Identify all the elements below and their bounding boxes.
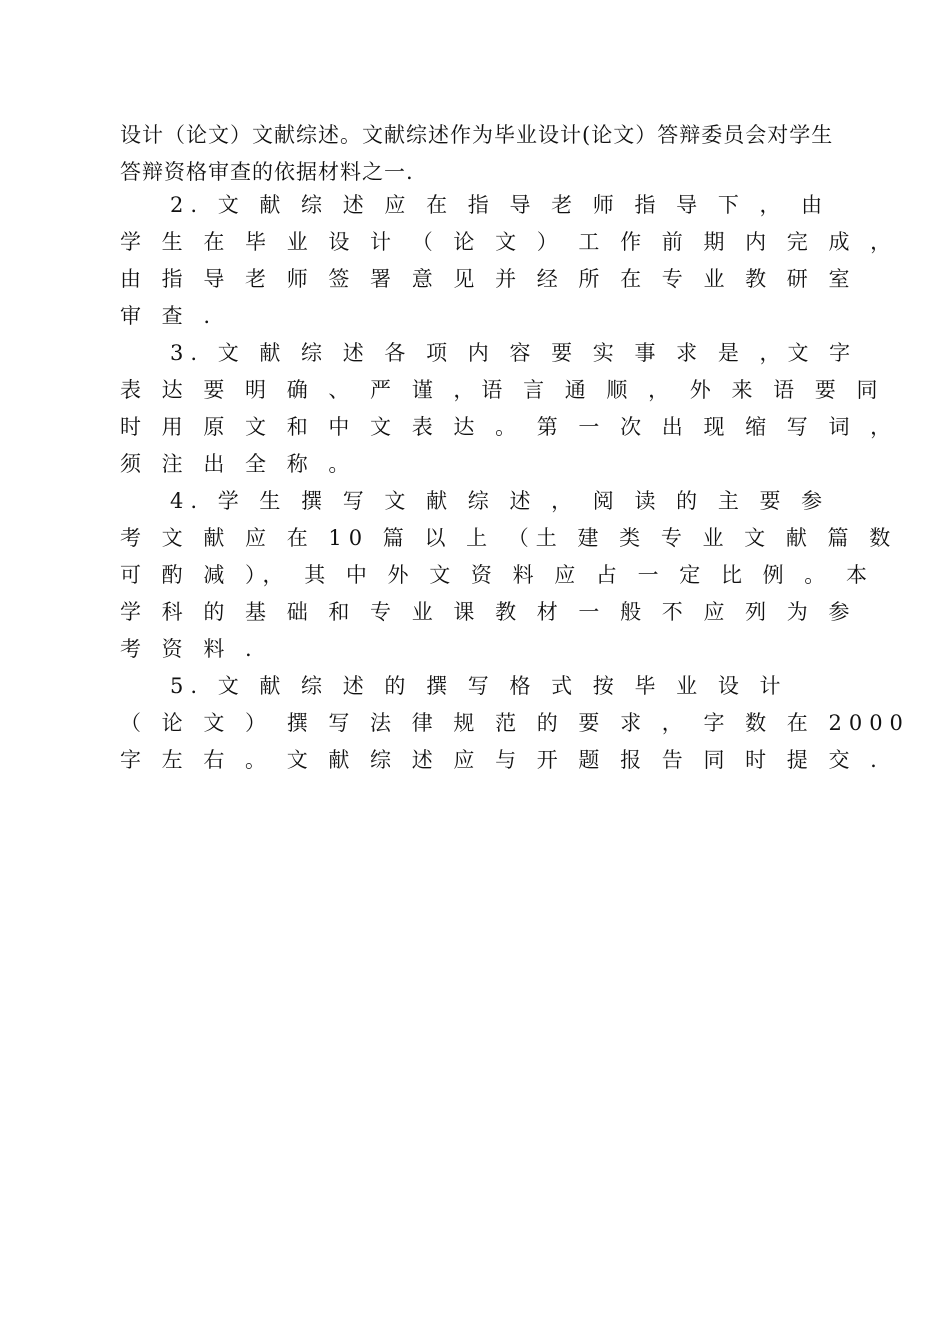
item-3-line-3: 时 用 原 文 和 中 文 表 达 。 第 一 次 出 现 缩 写 词 ， <box>120 415 899 439</box>
item-4-line-3: 可 酌 减 ）， 其 中 外 文 资 料 应 占 一 定 比 例 。 本 <box>120 563 874 587</box>
item-2-line-2: 学 生 在 毕 业 设 计 （ 论 文 ） 工 作 前 期 内 完 成 ， <box>120 230 899 254</box>
item-3-line-2: 表 达 要 明 确 、 严 谨 ，语 言 通 顺 ， 外 来 语 要 同 <box>120 378 885 402</box>
text-line-2: 答辩资格审查的依据材料之一. <box>120 160 414 184</box>
item-4-line-2: 考 文 献 应 在 10 篇 以 上 （土 建 类 专 业 文 献 篇 数 <box>120 526 898 550</box>
item-4-line-1: 4. 学 生 撰 写 文 献 综 述 ， 阅 读 的 主 要 参 <box>170 489 830 513</box>
item-2-line-4: 审 查 . <box>120 304 218 328</box>
item-3-line-1: 3. 文 献 综 述 各 项 内 容 要 实 事 求 是 ，文 字 <box>170 341 858 365</box>
item-2-line-3: 由 指 导 老 师 签 署 意 见 并 经 所 在 专 业 教 研 室 <box>120 267 857 291</box>
item-2-line-1: 2. 文 献 综 述 应 在 指 导 老 师 指 导 下 ， 由 <box>170 193 830 217</box>
text-line-1: 设计（论文）文献综述。文献综述作为毕业设计(论文）答辩委员会对学生 <box>120 123 834 147</box>
item-3-line-4: 须 注 出 全 称 。 <box>120 452 357 476</box>
item-4-line-4: 学 科 的 基 础 和 专 业 课 教 材 一 般 不 应 列 为 参 <box>120 600 857 624</box>
item-5-line-1: 5. 文 献 综 述 的 撰 写 格 式 按 毕 业 设 计 <box>170 674 788 698</box>
item-4-line-5: 考 资 料 . <box>120 637 259 661</box>
item-5-line-2: （ 论 文 ） 撰 写 法 律 规 范 的 要 求 ， 字 数 在 2000 <box>120 711 910 735</box>
item-5-line-3: 字 左 右 。 文 献 综 述 应 与 开 题 报 告 同 时 提 交 . <box>120 748 884 772</box>
